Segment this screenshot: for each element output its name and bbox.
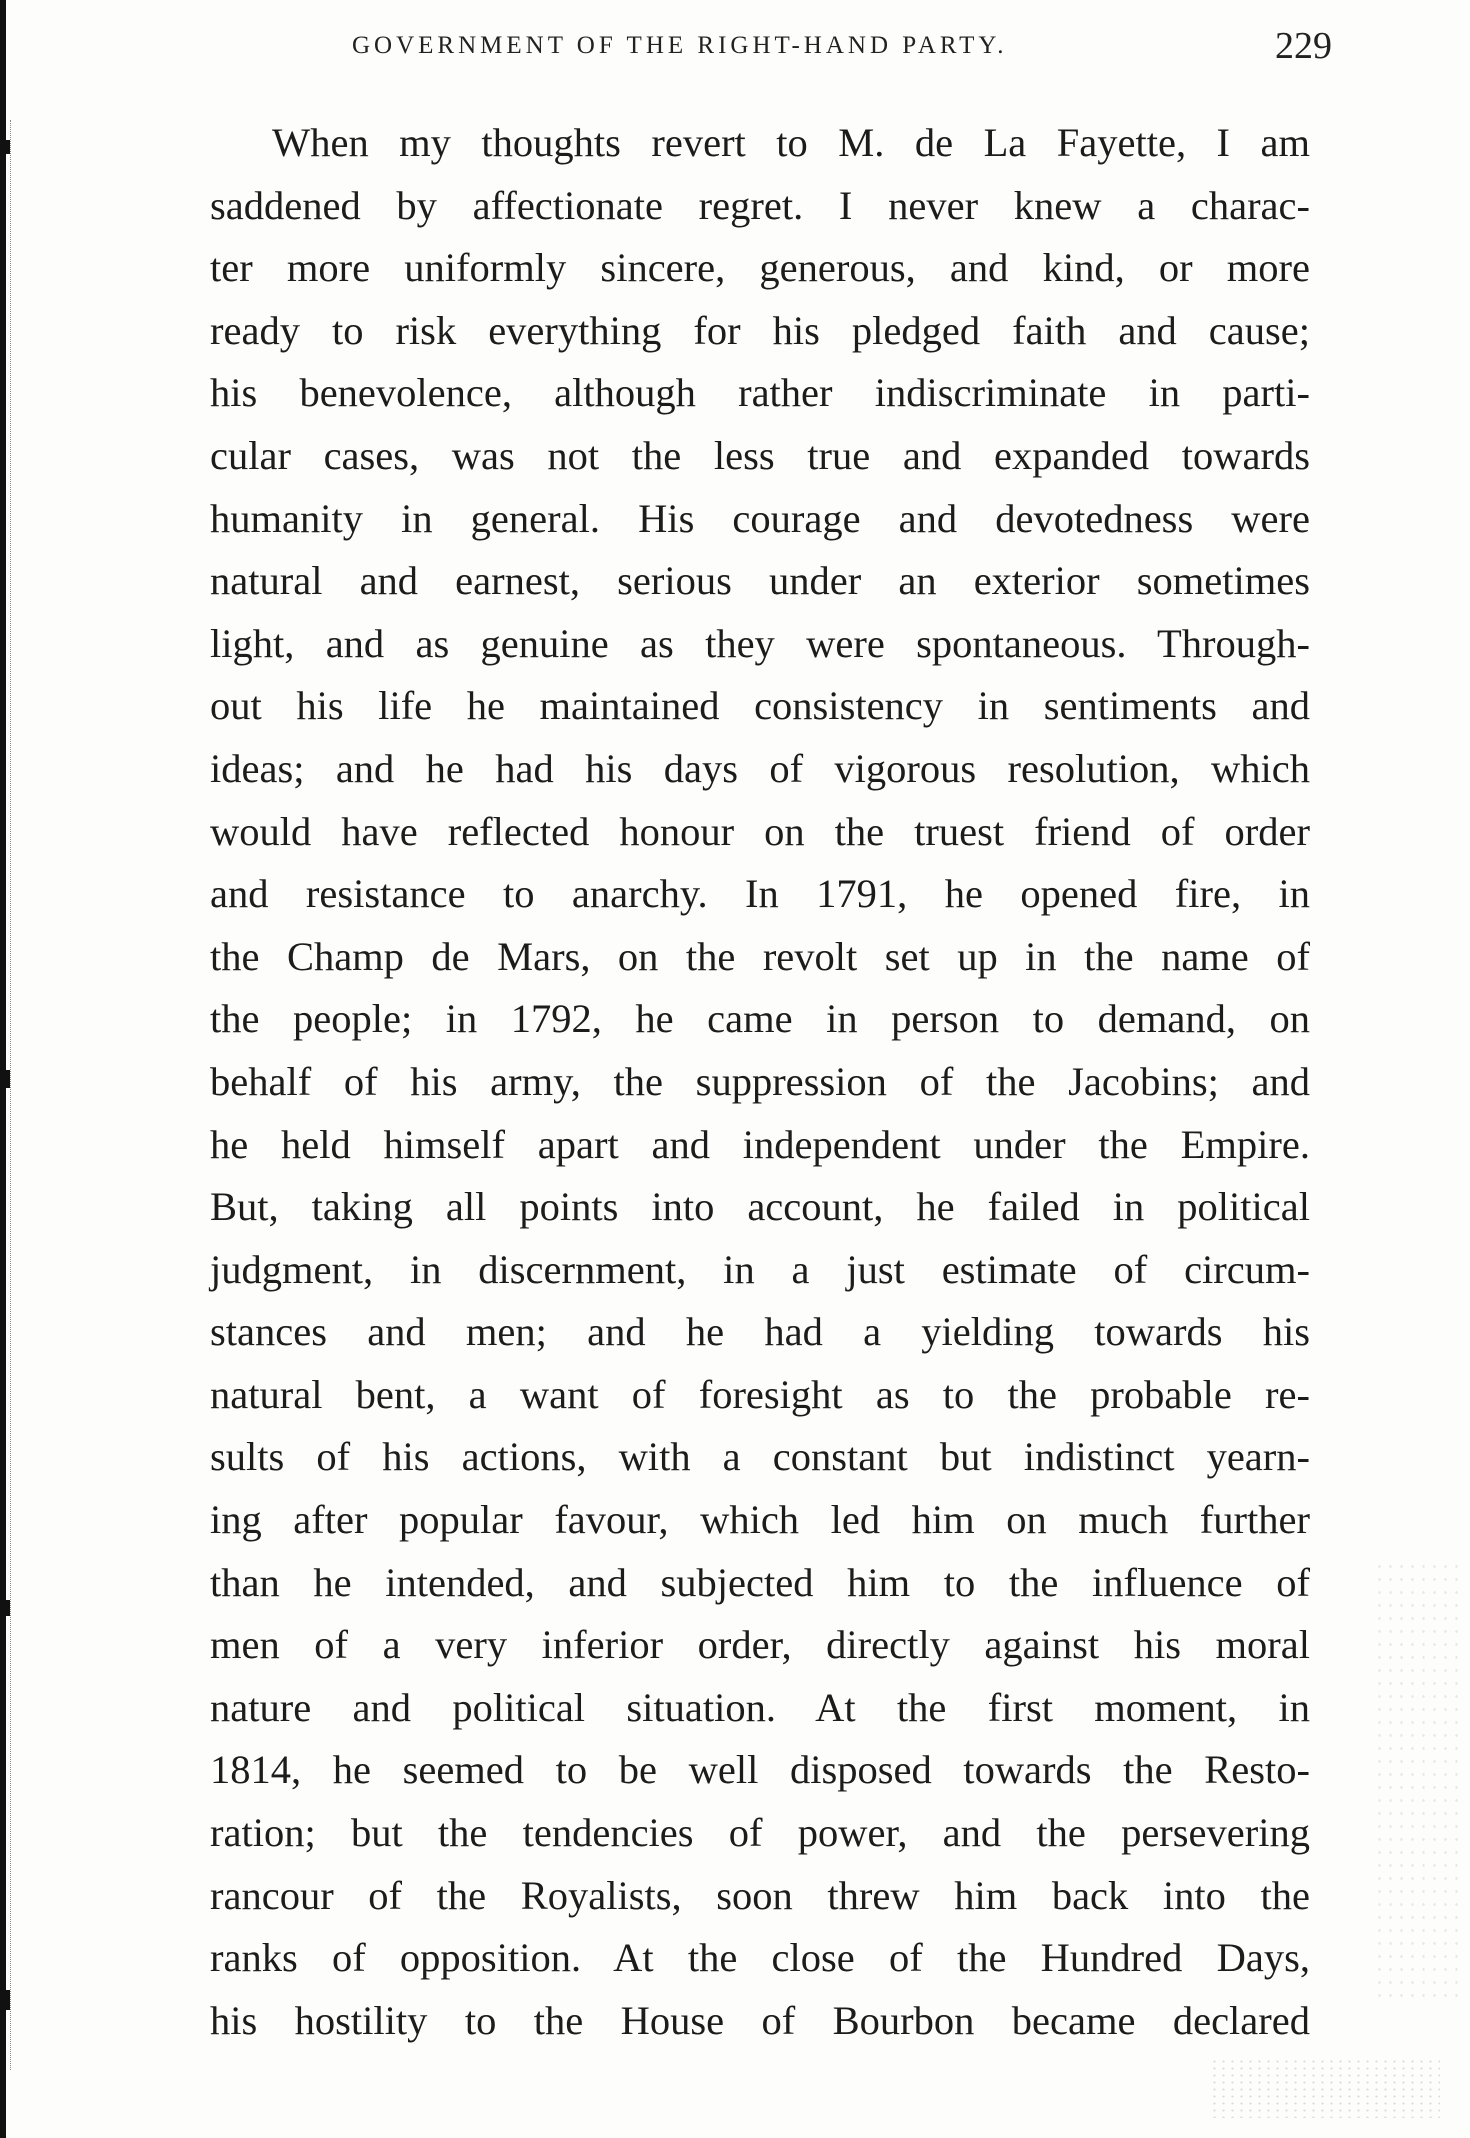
text-line: humanity in general. His courage and devotedness were (210, 495, 1310, 541)
binding-mark (0, 1990, 10, 2010)
text-line: men of a very inferior order, directly against his moral (210, 1622, 1310, 1668)
text-line: ing after popular favour, which led him on much further (210, 1497, 1310, 1543)
text-line: ready to risk everything for his pledged faith and cause; (210, 307, 1310, 353)
text-line: sults of his actions, with a constant but indistinct yearn- (210, 1434, 1310, 1480)
text-line: cular cases, was not the less true and expanded towards (210, 432, 1310, 478)
binding-edge (0, 0, 6, 2138)
text-line: judgment, in discernment, in a just estimate of circum- (210, 1246, 1310, 1292)
text-line: he held himself apart and independent under the Empire. (210, 1121, 1310, 1167)
binding-mark (0, 140, 10, 154)
text-line: ration; but the tendencies of power, and the persevering (210, 1810, 1310, 1856)
text-line: his benevolence, although rather indiscriminate in parti- (210, 370, 1310, 416)
scan-noise (1210, 2058, 1440, 2118)
text-line: stances and men; and he had a yielding towards his (210, 1309, 1310, 1355)
text-line: ideas; and he had his days of vigorous resolution, which (210, 745, 1310, 791)
running-title: GOVERNMENT OF THE RIGHT-HAND PARTY. (352, 32, 1008, 59)
text-line: the people; in 1792, he came in person to demand, on (210, 996, 1310, 1042)
text-line: his hostility to the House of Bourbon became declared (210, 1997, 1310, 2043)
binding-mark (0, 1070, 10, 1088)
text-line: saddened by affectionate regret. I never knew a charac- (210, 182, 1310, 228)
text-line: When my thoughts revert to M. de La Fayette, I am (272, 120, 1310, 165)
text-line: ranks of opposition. At the close of the Hundred Days, (210, 1935, 1310, 1981)
text-line: out his life he maintained consistency in sentiments and (210, 683, 1310, 729)
text-line: light, and as genuine as they were spontaneous. Through- (210, 620, 1310, 666)
body-text (210, 112, 1310, 2052)
text-line: natural bent, a want of foresight as to the probable re- (210, 1371, 1310, 1417)
text-line: and resistance to anarchy. In 1791, he opened fire, in (210, 871, 1310, 917)
text-line: would have reflected honour on the truest friend of order (210, 808, 1310, 854)
text-line: behalf of his army, the suppression of the Jacobins; and (210, 1058, 1310, 1104)
page-header (352, 25, 1332, 68)
text-line: rancour of the Royalists, soon threw him back into the (210, 1872, 1310, 1918)
text-line: than he intended, and subjected him to the influence of (210, 1559, 1310, 1605)
text-line: the Champ de Mars, on the revolt set up in the name of (210, 933, 1310, 979)
text-line: 1814, he seemed to be well disposed towards the Resto- (210, 1747, 1310, 1793)
binding-shadow (10, 120, 14, 2070)
scan-noise (1374, 1560, 1464, 2000)
binding-mark (0, 1600, 10, 1616)
page-number: 229 (1275, 25, 1332, 67)
text-line: But, taking all points into account, he failed in political (210, 1184, 1310, 1230)
text-line: ter more uniformly sincere, generous, and kind, or more (210, 245, 1310, 291)
text-line: natural and earnest, serious under an exterior sometimes (210, 558, 1310, 604)
text-line: nature and political situation. At the first moment, in (210, 1684, 1310, 1730)
